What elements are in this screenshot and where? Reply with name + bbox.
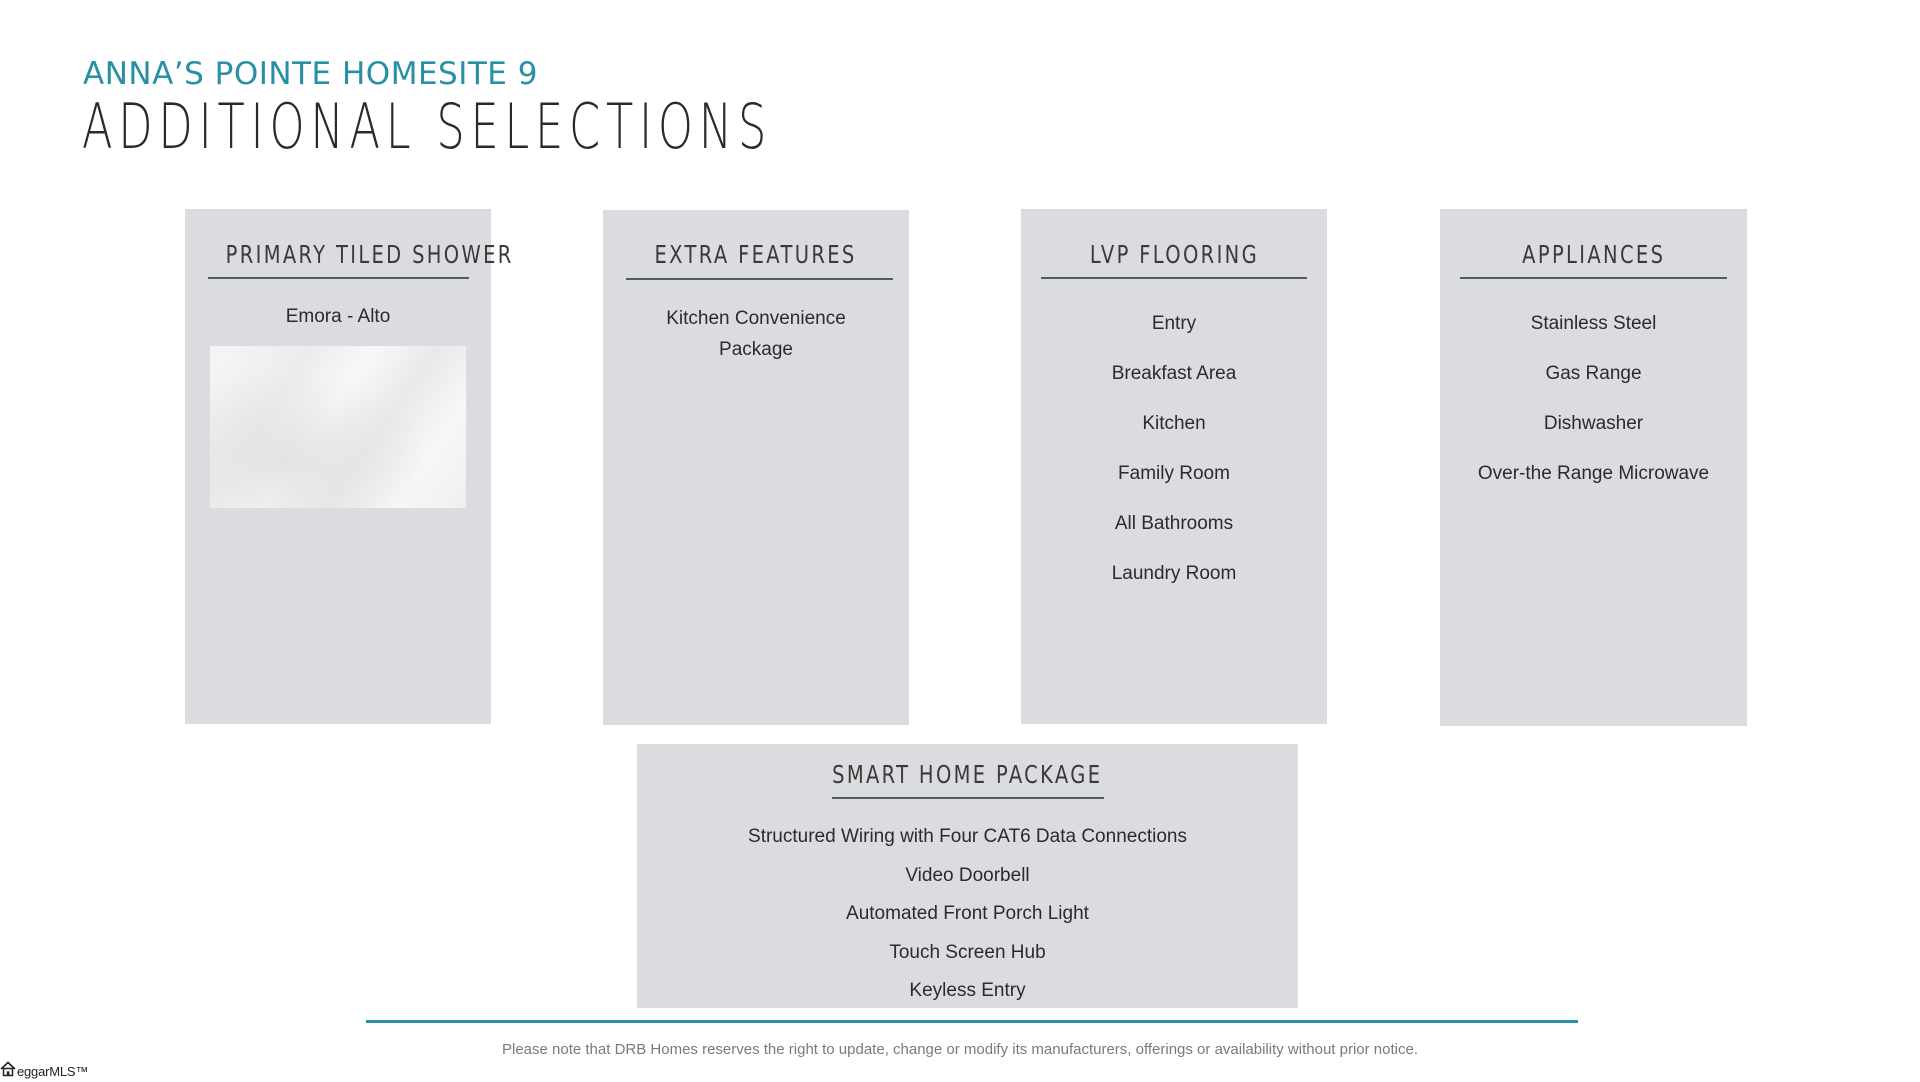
smart-home-feature-list — [637, 818, 1298, 1011]
list-item: Keyless Entry — [909, 980, 1026, 1001]
list-item: Dishwasher — [1543, 413, 1644, 434]
homesite-subtitle: ANNA’S POINTE HOMESITE 9 — [83, 56, 538, 92]
heading-underline — [1460, 277, 1727, 279]
tile-swatch-image — [210, 346, 466, 508]
card-heading: APPLIANCES — [1521, 240, 1666, 269]
list-item: Stainless Steel — [1530, 313, 1657, 334]
card-heading: EXTRA FEATURES — [654, 240, 858, 269]
list-item: Structured Wiring with Four CAT6 Data Connections — [748, 826, 1187, 847]
smart-home-package-card — [637, 744, 1298, 1008]
list-item: Package — [719, 339, 793, 360]
list-item: Kitchen — [1142, 413, 1206, 434]
flooring-room-list — [1021, 299, 1327, 599]
shower-selection-list — [185, 306, 491, 328]
list-item: Laundry Room — [1111, 563, 1237, 584]
list-item: Family Room — [1118, 463, 1230, 484]
heading-underline — [832, 797, 1104, 799]
footer-divider — [366, 1020, 1578, 1023]
list-item: Gas Range — [1545, 363, 1642, 384]
appliance-list — [1440, 299, 1747, 499]
list-item: Over-the Range Microwave — [1477, 463, 1710, 484]
mls-logo-text: eggarMLS™ — [17, 1063, 89, 1079]
extra-features-list — [603, 303, 909, 365]
list-item: Kitchen Convenience — [666, 308, 846, 329]
card-heading: SMART HOME PACKAGE — [832, 760, 1103, 789]
list-item: Breakfast Area — [1111, 363, 1237, 384]
list-item: All Bathrooms — [1114, 513, 1234, 534]
list-item: Automated Front Porch Light — [846, 903, 1089, 924]
primary-tiled-shower-card — [185, 209, 514, 724]
list-item: Touch Screen Hub — [889, 941, 1046, 963]
card-heading: LVP FLOORING — [1089, 240, 1259, 269]
heading-underline — [208, 277, 469, 279]
list-item: Emora - Alto — [285, 306, 391, 327]
extra-features-card — [603, 210, 909, 725]
list-item: Entry — [1151, 313, 1197, 334]
house-icon — [0, 1061, 16, 1082]
card-heading: PRIMARY TILED SHOWER — [225, 240, 514, 269]
lvp-flooring-card — [1021, 209, 1327, 724]
appliances-card — [1440, 209, 1747, 726]
heading-underline — [1041, 277, 1307, 279]
mls-logo — [0, 1062, 88, 1080]
page-title: ADDITIONAL SELECTIONS — [82, 90, 773, 163]
list-item: Video Doorbell — [905, 864, 1030, 886]
disclaimer-text: Please note that DRB Homes reserves the right to update, change or modify its manufacturers, offerings or availability without prior notice. — [501, 1041, 1418, 1058]
heading-underline — [626, 278, 893, 280]
